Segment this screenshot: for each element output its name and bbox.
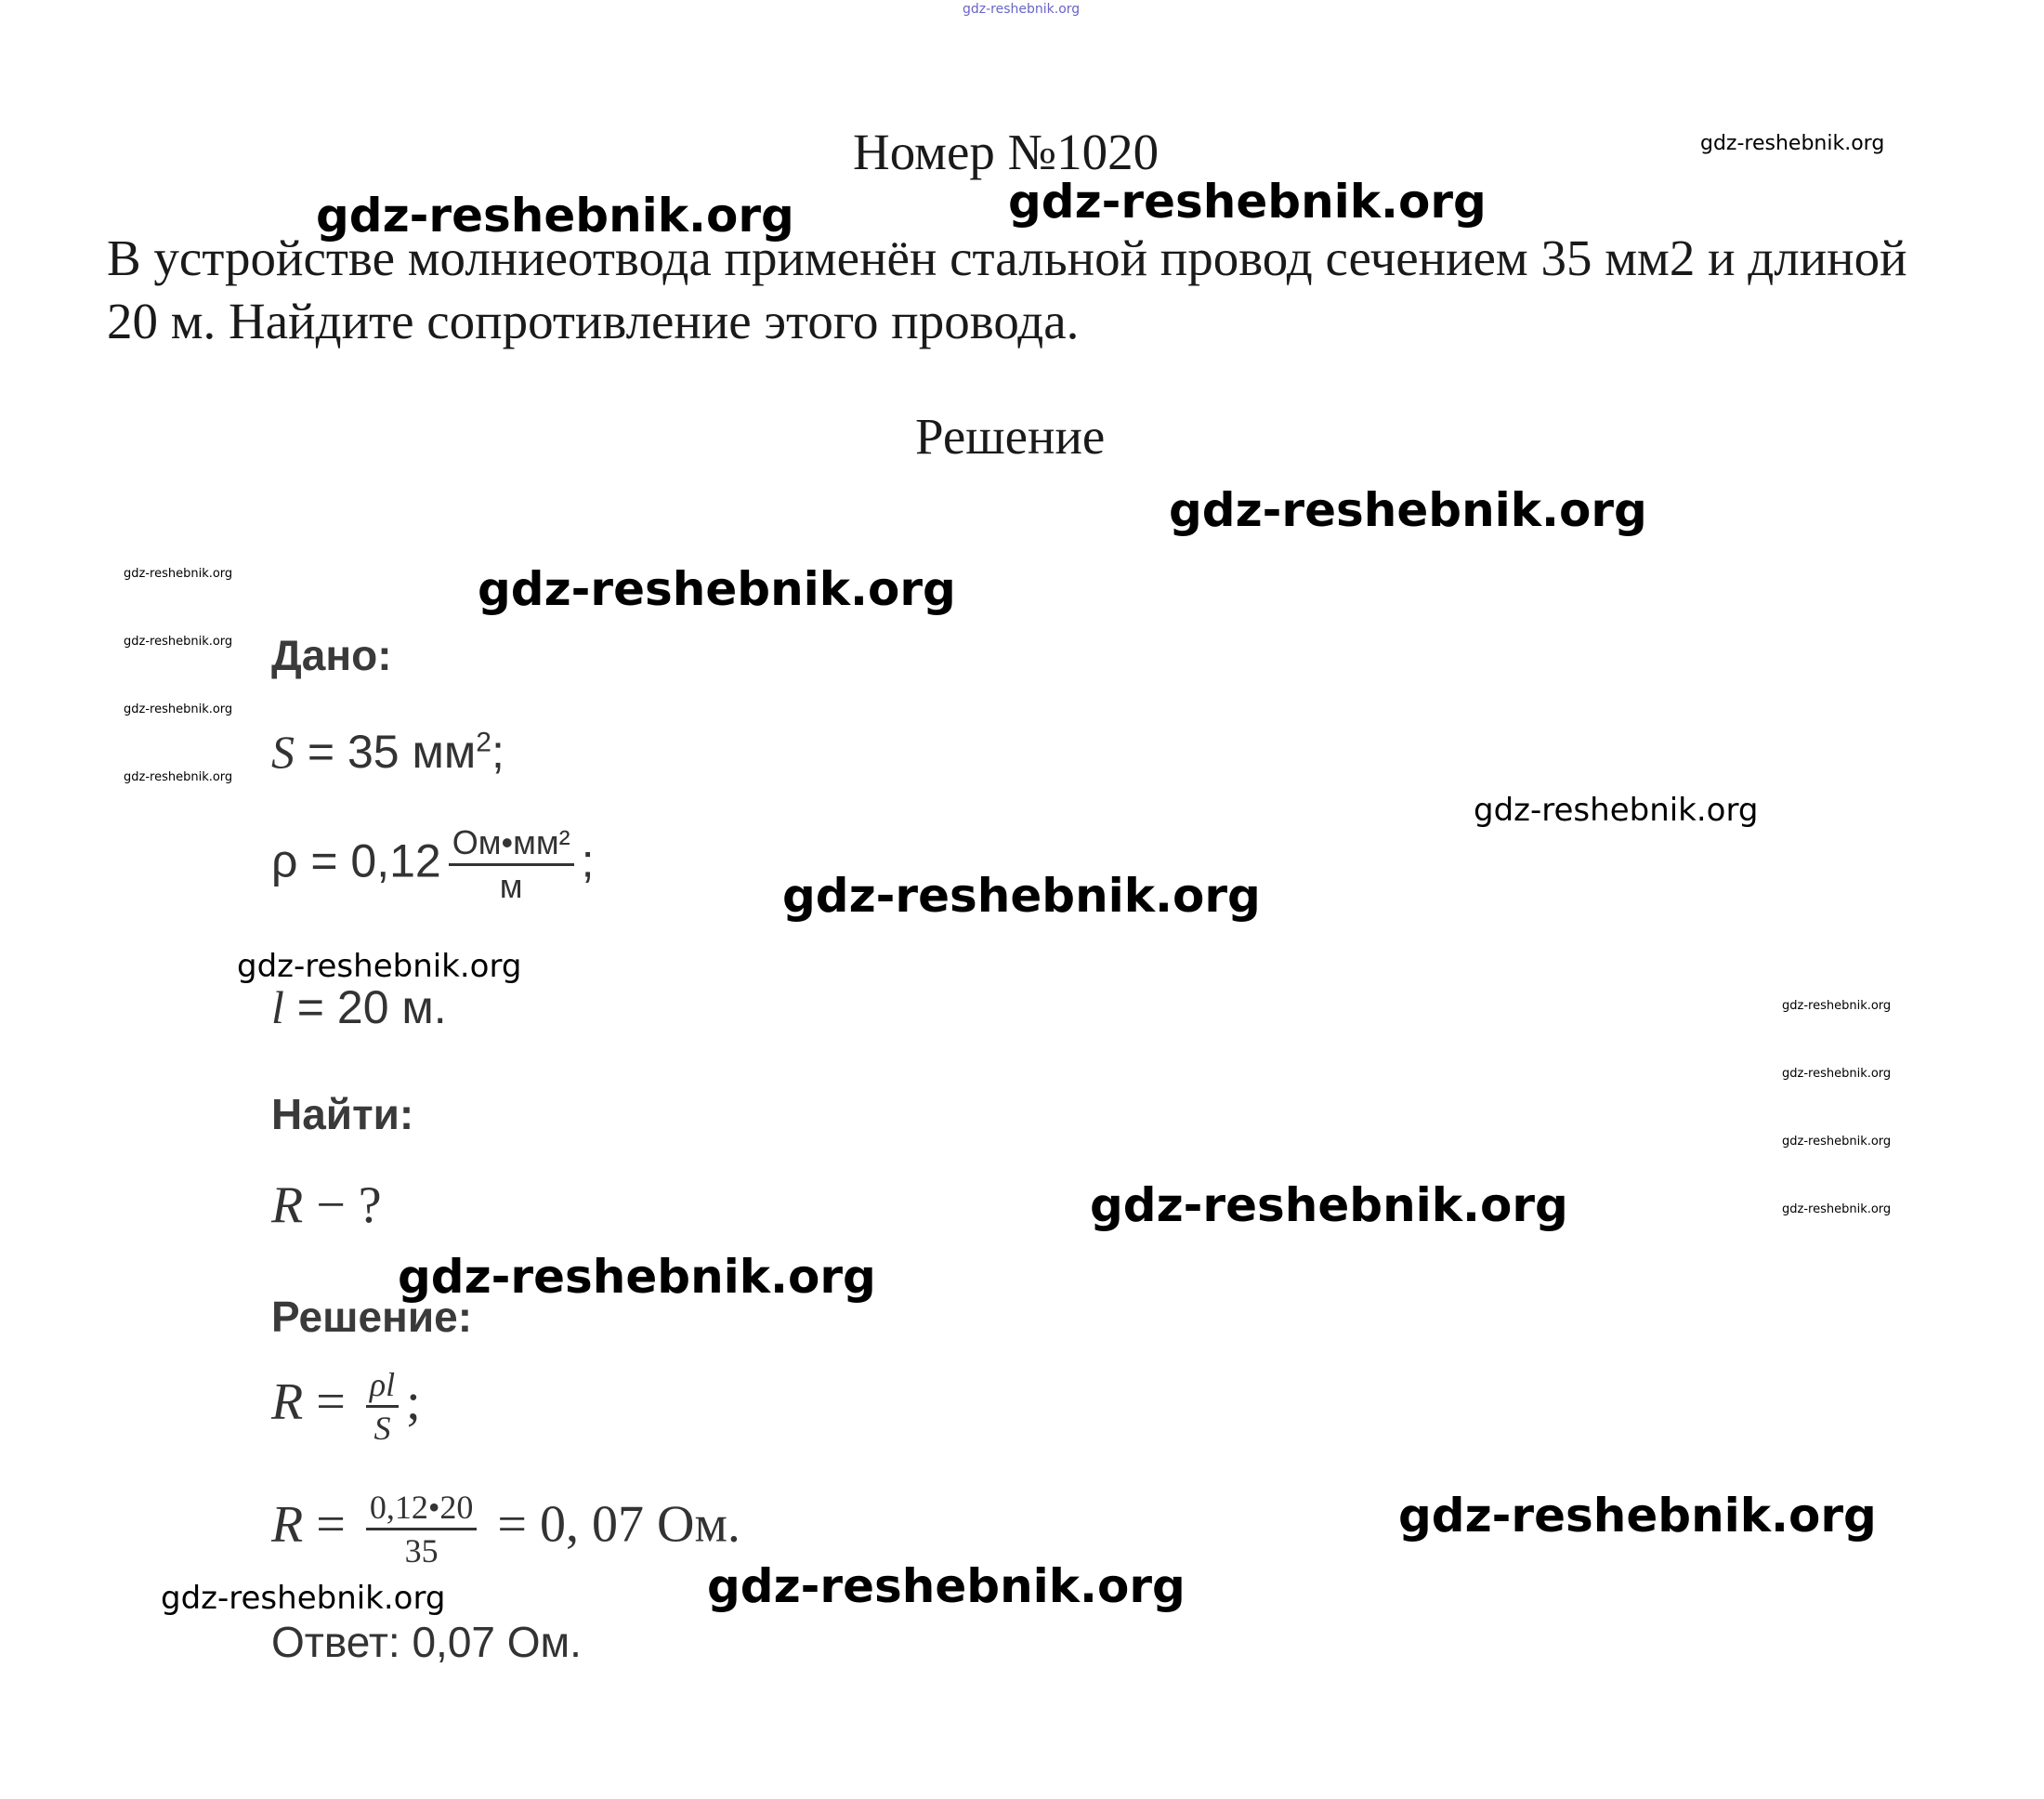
watermark: gdz-reshebnik.org bbox=[1398, 1489, 1877, 1543]
formula-general-lhs: R bbox=[271, 1372, 304, 1431]
area-end: ; bbox=[491, 726, 504, 778]
given-label: Дано: bbox=[271, 631, 392, 679]
formula-calc-equals: = bbox=[303, 1495, 359, 1554]
watermark: gdz-reshebnik.org bbox=[1008, 175, 1487, 229]
watermark: gdz-reshebnik.org bbox=[707, 1559, 1186, 1613]
watermark: gdz-reshebnik.org bbox=[398, 1250, 876, 1304]
resistivity-end: ; bbox=[581, 834, 595, 887]
given-area bbox=[271, 725, 504, 779]
solution-label: Решение: bbox=[271, 1293, 473, 1341]
watermark: gdz-reshebnik.org bbox=[237, 948, 522, 985]
watermark: gdz-reshebnik.org bbox=[124, 635, 233, 649]
formula-calc-result: = 0, 07 Ом. bbox=[484, 1495, 740, 1554]
watermark: gdz-reshebnik.org bbox=[124, 567, 233, 581]
answer-line: Ответ: 0,07 Ом. bbox=[271, 1618, 582, 1666]
formula-general bbox=[271, 1364, 421, 1449]
length-variable: l bbox=[271, 981, 284, 1033]
find-variable: R bbox=[271, 1176, 304, 1234]
resistivity-unit-denominator: м bbox=[499, 867, 523, 905]
formula-calc-denominator: 35 bbox=[404, 1532, 439, 1569]
formula-general-numerator: ρl bbox=[366, 1364, 399, 1408]
given-resistivity bbox=[271, 822, 595, 907]
find-resistance bbox=[271, 1175, 382, 1235]
watermark: gdz-reshebnik.org bbox=[124, 770, 233, 784]
area-value: = 35 мм bbox=[295, 726, 477, 778]
formula-calculation bbox=[271, 1487, 740, 1571]
resistivity-value: ρ = 0,12 bbox=[271, 834, 441, 887]
task-title: Номер №1020 bbox=[853, 124, 1160, 180]
given-length bbox=[271, 980, 447, 1034]
site-link[interactable]: gdz-reshebnik.org bbox=[963, 2, 1081, 17]
area-variable: S bbox=[271, 726, 295, 778]
watermark: gdz-reshebnik.org bbox=[782, 869, 1261, 923]
resistivity-unit-numerator: Ом•мм² bbox=[449, 822, 574, 866]
formula-general-fraction bbox=[366, 1364, 399, 1449]
watermark: gdz-reshebnik.org bbox=[161, 1580, 446, 1617]
length-value: = 20 м. bbox=[283, 981, 447, 1033]
watermark: gdz-reshebnik.org bbox=[1474, 792, 1759, 829]
watermark: gdz-reshebnik.org bbox=[1782, 1067, 1892, 1081]
watermark: gdz-reshebnik.org bbox=[1782, 1135, 1892, 1149]
task-text: В устройстве молниеотвода применён стальной провод сечением 35 мм2 и длиной 20 м. Найдите сопротивление этого провода. bbox=[107, 230, 1907, 349]
formula-general-equals: = bbox=[303, 1372, 359, 1431]
find-question: − ? bbox=[303, 1176, 382, 1234]
resistivity-unit bbox=[449, 822, 574, 907]
watermark: gdz-reshebnik.org bbox=[1090, 1178, 1568, 1232]
find-label: Найти: bbox=[271, 1090, 414, 1138]
formula-calc-lhs: R bbox=[271, 1495, 304, 1554]
watermark: gdz-reshebnik.org bbox=[478, 562, 956, 616]
formula-calc-fraction bbox=[366, 1487, 478, 1571]
watermark: gdz-reshebnik.org bbox=[1169, 483, 1647, 537]
watermark: gdz-reshebnik.org bbox=[316, 189, 794, 243]
formula-general-denominator: S bbox=[373, 1410, 391, 1447]
watermark: gdz-reshebnik.org bbox=[1700, 132, 1885, 155]
area-exponent: 2 bbox=[476, 727, 491, 758]
solution-heading: Решение bbox=[915, 408, 1106, 465]
formula-general-end: ; bbox=[406, 1372, 421, 1431]
watermark: gdz-reshebnik.org bbox=[1782, 999, 1892, 1013]
formula-calc-numerator: 0,12•20 bbox=[366, 1487, 478, 1530]
watermark: gdz-reshebnik.org bbox=[1782, 1202, 1892, 1216]
watermark: gdz-reshebnik.org bbox=[124, 703, 233, 716]
